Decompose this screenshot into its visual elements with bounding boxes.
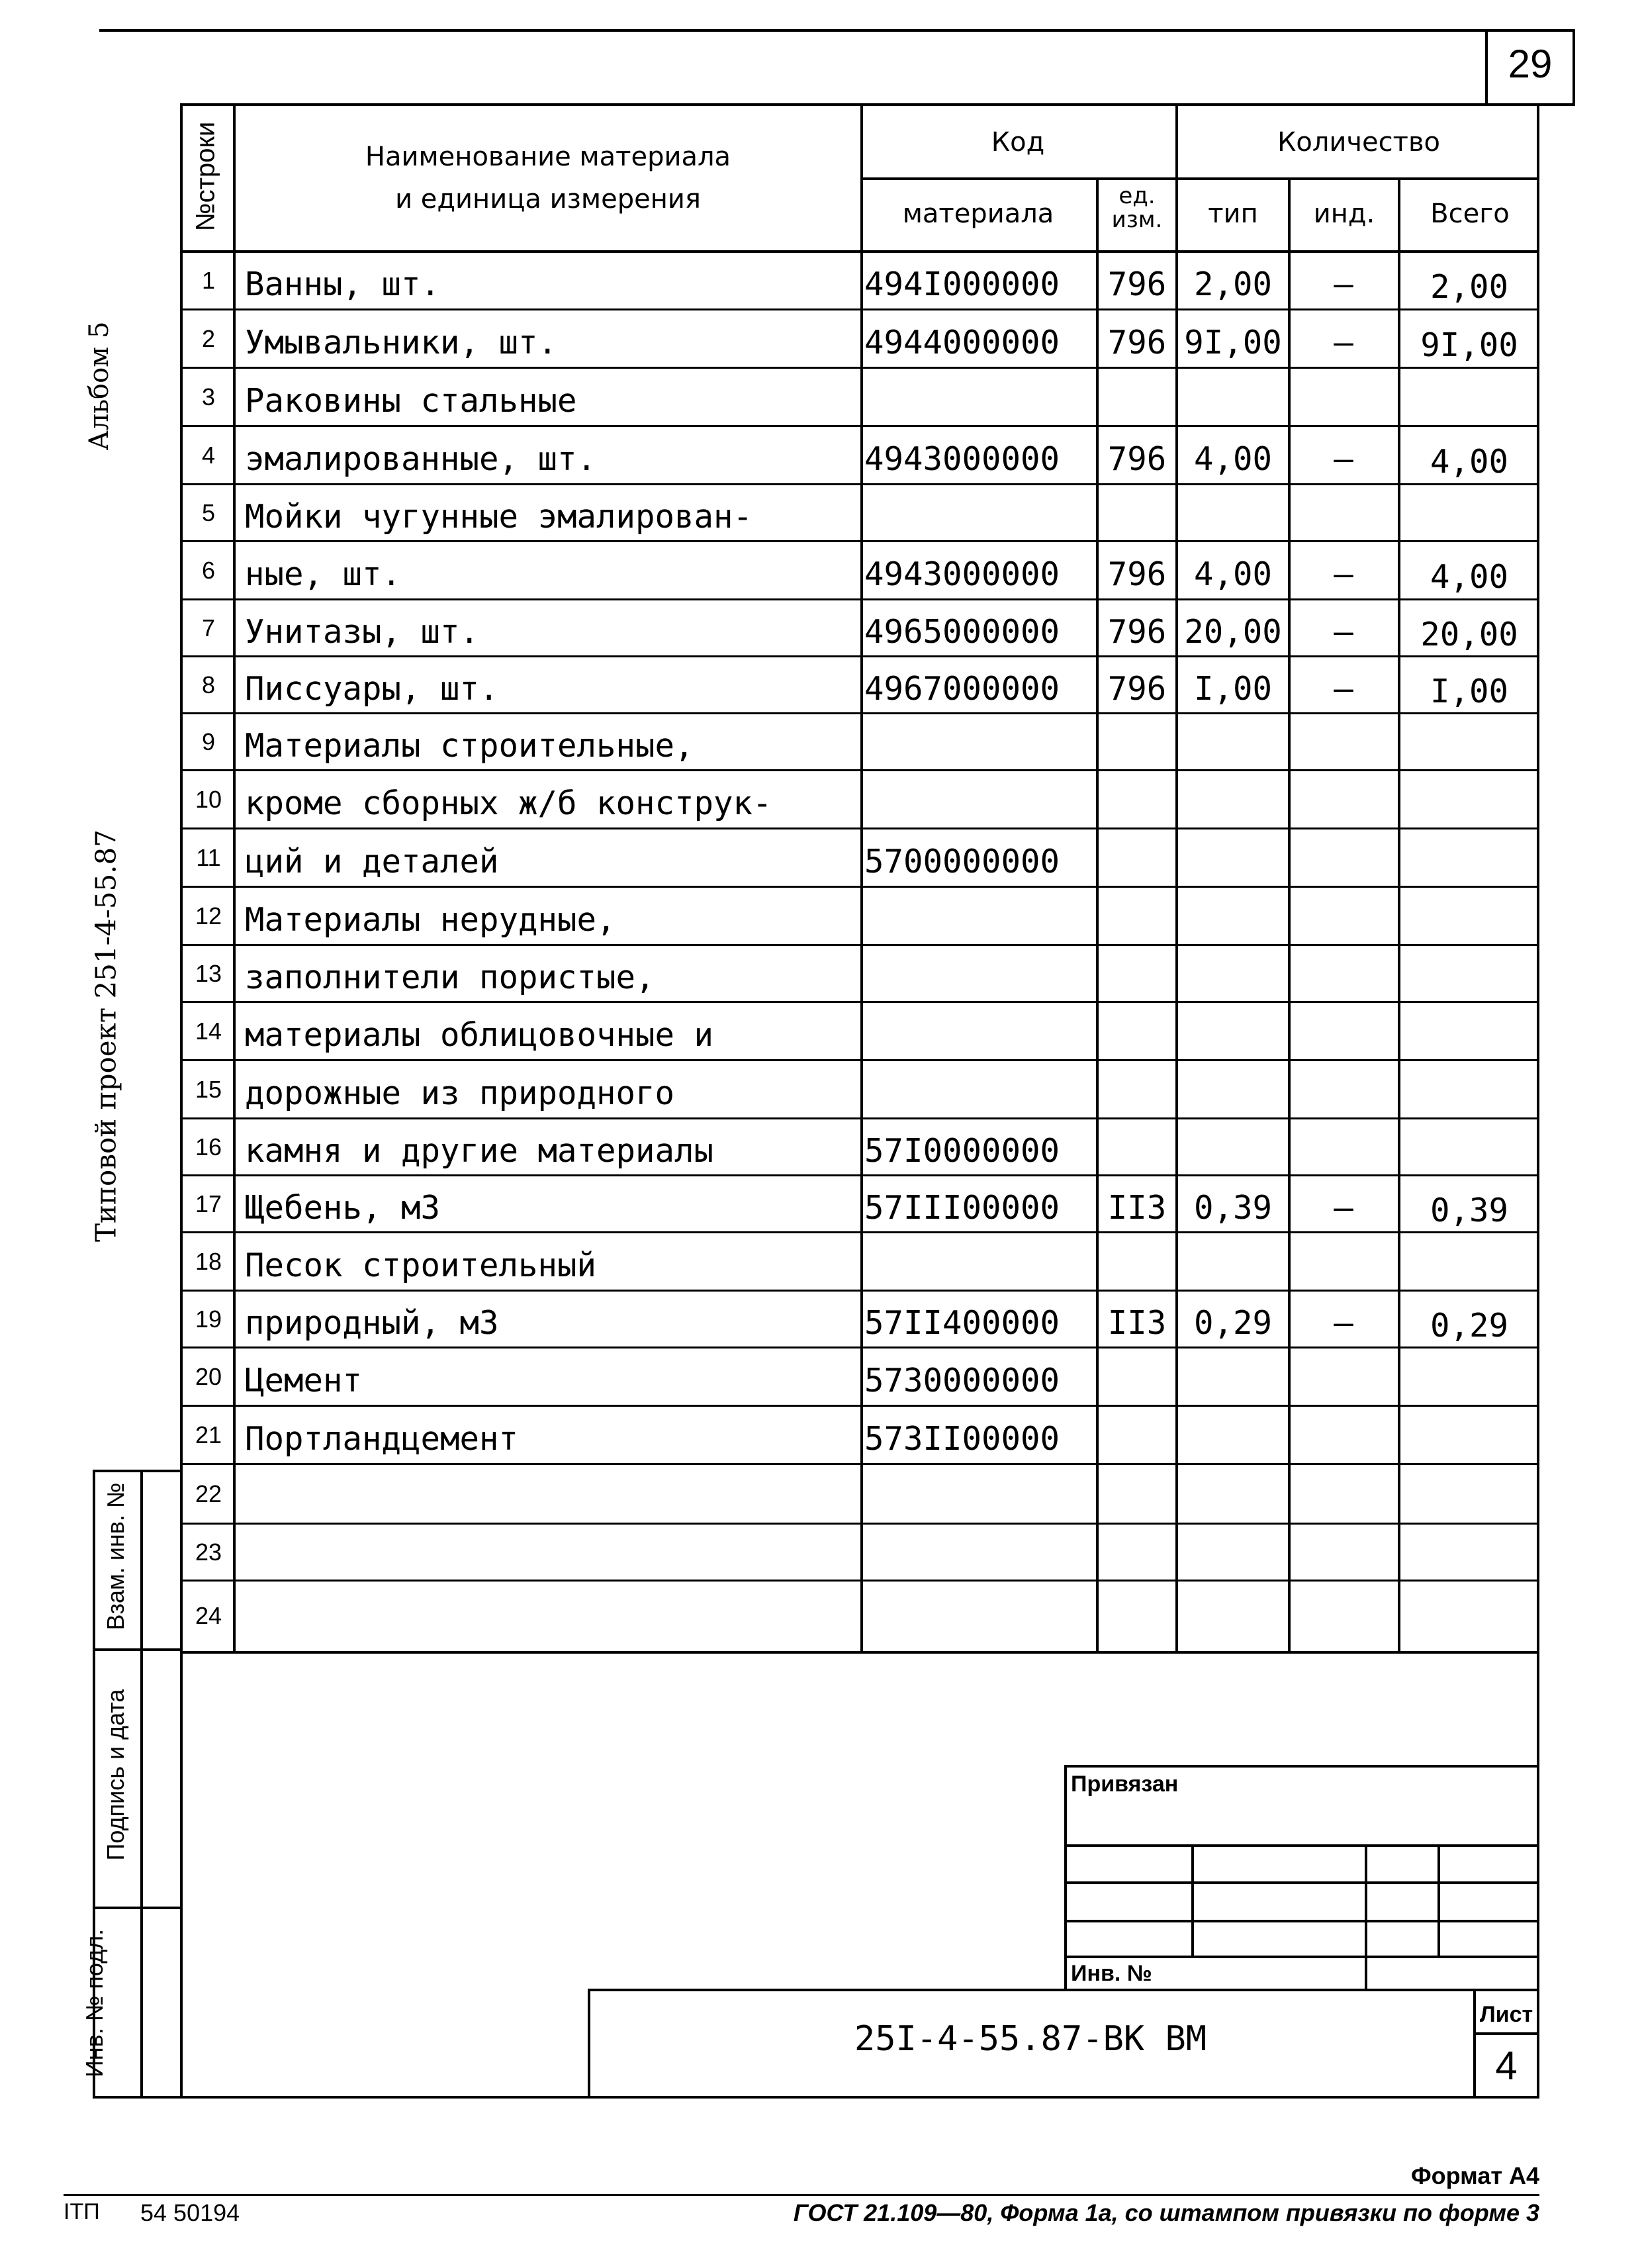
vzam-inv-label: Взам. инв. № [102,1482,129,1630]
unit-code: 796 [1107,440,1167,478]
material-code: 57I0000000 [864,1132,1060,1170]
stamp-line-c [1064,1920,1539,1922]
material-name: дорожные из природного [245,1074,675,1112]
material-name: Раковины стальные [245,382,577,420]
podpis-data-label: Подпись и дата [102,1689,129,1861]
qty-total: 9I,00 [1420,326,1518,364]
row-separator [180,712,1539,714]
row-separator [180,1463,1539,1465]
unit-code: 796 [1107,265,1167,303]
row-separator [180,308,1539,310]
unit-code: II3 [1107,1304,1167,1342]
material-code: 494I000000 [864,265,1060,303]
material-name: Материалы нерудные, [245,901,616,939]
col-line-name [860,103,863,1652]
material-name: камня и другие материалы [245,1132,714,1170]
row-number: 23 [195,1538,222,1566]
header-quantity: Количество [1277,127,1440,158]
unit-code: 796 [1107,670,1167,708]
material-name: Ванны, шт. [245,265,441,303]
row-separator [180,1523,1539,1525]
row-separator [180,944,1539,946]
material-name: Писсуары, шт. [245,670,499,708]
material-name: Умывальники, шт. [245,324,558,361]
material-code: 4967000000 [864,670,1060,708]
material-code: 4965000000 [864,613,1060,651]
row-separator [180,598,1539,600]
row-separator [180,1405,1539,1407]
row-number: 21 [195,1421,222,1448]
row-number: 1 [201,267,216,294]
qty-total: 2,00 [1430,268,1508,306]
row-separator [180,1231,1539,1233]
row-number: 17 [195,1190,222,1217]
qty-total: I,00 [1430,673,1508,710]
material-code: 57II400000 [864,1304,1060,1342]
list-number: 4 [1495,2044,1518,2088]
material-code: 5700000000 [864,843,1060,880]
material-name: ные, шт. [245,555,402,593]
frame-right [1537,103,1539,2097]
qty-type: I,00 [1193,670,1272,708]
format-label: Формат А4 [1410,2162,1539,2189]
material-name: эмалированные, шт. [245,440,597,478]
unit-code: 796 [1107,555,1167,593]
row-number: 16 [195,1133,222,1160]
material-name: Портландцемент [245,1420,519,1458]
row-separator [180,367,1539,369]
qty-total: 4,00 [1430,558,1508,596]
material-name: Материалы строительные, [245,727,694,765]
row-number: 8 [201,671,216,698]
row-number: 9 [201,728,216,755]
row-number: 4 [201,442,216,469]
page-number: 29 [1508,42,1553,86]
qty-ind: – [1334,1304,1353,1342]
row-separator [180,827,1539,829]
row-separator [180,1580,1539,1582]
unit-code: 796 [1107,613,1167,651]
side-box-inner [140,1470,143,2099]
frame-top [180,103,1575,106]
album-label: Альбом 5 [84,321,114,451]
inv-no-label: Инв. № [1071,1961,1152,1986]
list-box-mid [1473,2032,1539,2035]
material-name: Мойки чугунные эмалирован- [245,498,753,536]
material-code: 573II00000 [864,1420,1060,1458]
header-row-no: №строки [191,121,220,232]
row-number: 6 [201,557,216,584]
row-separator [180,483,1539,485]
stamp-col-2 [1365,1844,1367,1990]
stamp-line-b [1064,1881,1539,1884]
material-code: 4944000000 [864,324,1060,361]
row-number: 3 [201,383,216,410]
header-bottom-line [180,250,1539,253]
row-number: 14 [195,1017,222,1045]
qty-ind: – [1334,613,1353,651]
unit-code: II3 [1107,1189,1167,1227]
top-border-line [99,29,1575,32]
material-name: Цемент [245,1362,363,1399]
title-block-top [588,1989,1539,1991]
row-number: 12 [195,902,222,929]
col-line-code-mat [1096,177,1099,1652]
header-code-material: материала [902,199,1054,229]
row-number: 22 [195,1480,222,1507]
row-number: 5 [201,499,216,526]
gost-label: ГОСТ 21.109—80, Форма 1а, со штампом привязки по форме 3 [793,2199,1539,2226]
col-line-unit [1175,103,1178,1652]
row-separator [180,1174,1539,1176]
material-name: заполнители пористые, [245,959,655,996]
qty-ind: – [1334,265,1353,303]
row-number: 11 [196,844,221,871]
material-name: ций и деталей [245,843,499,880]
row-number: 10 [195,786,222,813]
inv-podl-label: Инв. № подл. [81,1928,108,2078]
row-number: 18 [195,1248,222,1275]
row-separator [180,1290,1539,1292]
row-number: 15 [195,1076,222,1103]
stamp-col-3 [1437,1844,1440,1956]
row-separator [180,1347,1539,1348]
row-separator [180,1117,1539,1119]
privyazan-label: Привязан [1071,1772,1179,1797]
material-code: 57III00000 [864,1189,1060,1227]
qty-type: 4,00 [1193,440,1272,478]
frame-left [180,103,183,2097]
material-name: Щебень, м3 [245,1189,441,1227]
header-qty-total: Всего [1430,199,1510,229]
qty-total: 4,00 [1430,443,1508,481]
page-number-box-right [1573,29,1575,105]
qty-ind: – [1334,555,1353,593]
qty-ind: – [1334,440,1353,478]
col-line-ind [1398,177,1400,1652]
material-name: Унитазы, шт. [245,613,480,651]
qty-ind: – [1334,1189,1353,1227]
col-line-type [1288,177,1291,1652]
itp-mark: ITП [64,2199,100,2224]
qty-type: 0,39 [1193,1189,1272,1227]
row-separator [180,540,1539,542]
table-bottom-line [180,1651,1539,1654]
header-name-line2: и единица измерения [395,184,701,214]
row-number: 2 [201,325,216,352]
material-name: кроме сборных ж/б конструк- [245,784,772,822]
row-separator [180,655,1539,657]
material-code: 5730000000 [864,1362,1060,1399]
qty-type: 0,29 [1193,1304,1272,1342]
row-number: 7 [201,614,216,641]
row-separator [180,1001,1539,1003]
qty-ind: – [1334,670,1353,708]
row-separator [180,886,1539,888]
qty-total: 0,39 [1430,1192,1508,1229]
row-number: 13 [195,960,222,987]
col-line-rownum [233,103,236,1652]
qty-type: 2,00 [1193,265,1272,303]
material-name: природный, м3 [245,1304,499,1342]
material-name: Песок строительный [245,1247,597,1284]
project-label: Типовой проект 251-4-55.87 [89,829,122,1242]
qty-type: 9I,00 [1184,324,1282,361]
row-number: 20 [195,1363,222,1390]
header-name-line1: Наименование материала [365,142,731,172]
stamp-col-1 [1191,1844,1194,1957]
qty-ind: – [1334,324,1353,361]
qty-total: 20,00 [1420,616,1518,653]
stamp-line-a [1064,1844,1539,1847]
stamp-top-line [1064,1765,1539,1768]
footer-line [64,2194,1539,2196]
material-code: 4943000000 [864,555,1060,593]
row-number: 24 [195,1602,222,1629]
document-code: 25I-4-55.87-ВК ВМ [854,2019,1207,2059]
frame-bottom [93,2096,1539,2099]
header-code-unit: ед. изм. [1111,183,1163,233]
row-separator [180,769,1539,771]
header-mid-line [860,177,1539,180]
row-separator [180,425,1539,427]
qty-type: 4,00 [1193,555,1272,593]
row-separator [180,1059,1539,1061]
header-code: Код [991,127,1045,158]
row-number: 19 [195,1305,222,1333]
stamp-line-d [1064,1956,1539,1958]
material-name: материалы облицовочные и [245,1016,714,1054]
archive-number: 54 50194 [140,2199,240,2226]
unit-code: 796 [1107,324,1167,361]
header-qty-type: тип [1208,199,1258,229]
header-qty-ind: инд. [1313,199,1375,229]
material-code: 4943000000 [864,440,1060,478]
qty-total: 0,29 [1430,1307,1508,1345]
list-label: Лист [1479,2002,1533,2027]
qty-type: 20,00 [1184,613,1282,651]
